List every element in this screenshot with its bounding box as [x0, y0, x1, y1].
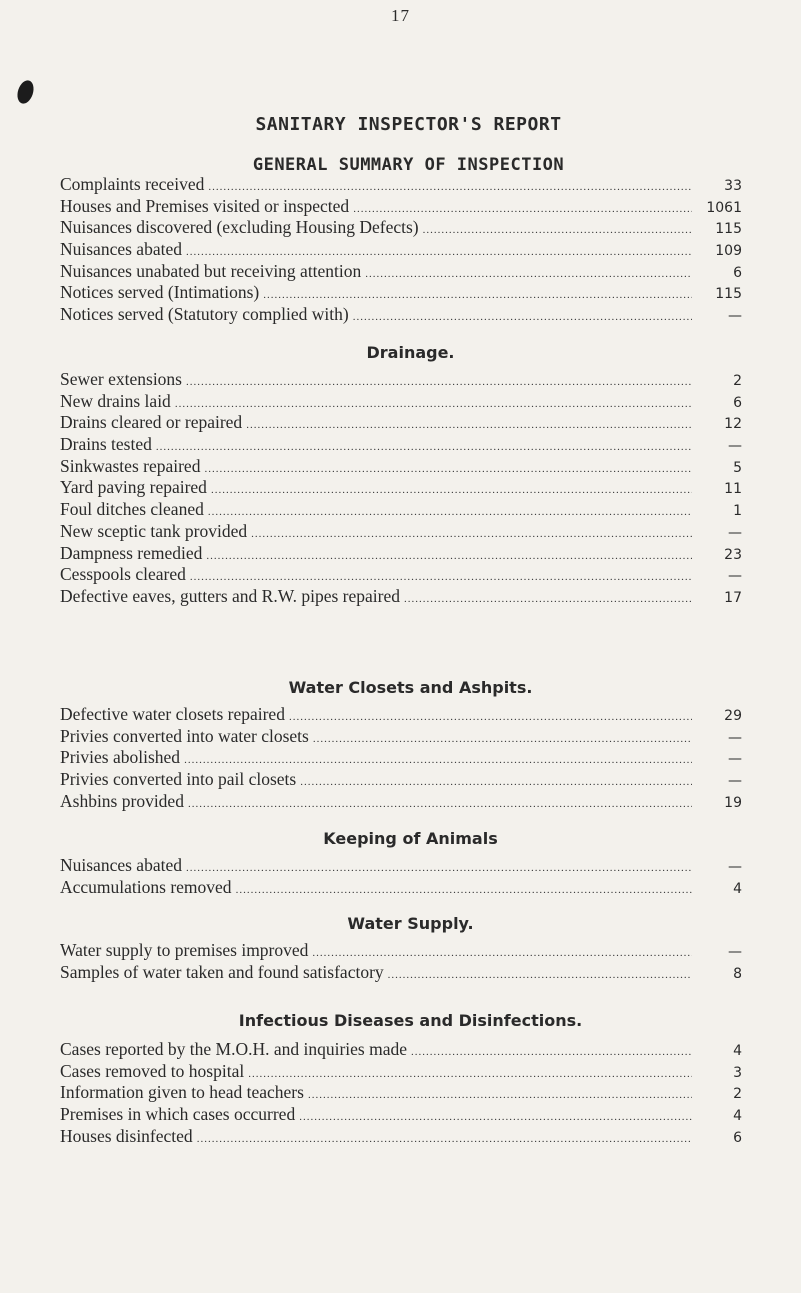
- summary-row: [60, 196, 742, 218]
- row-label: Information given to head teachers: [60, 1082, 304, 1103]
- row-value: 33: [724, 178, 742, 194]
- row-label: Notices served (Intimations): [60, 282, 260, 303]
- dot-leader: [289, 707, 692, 729]
- row-value: 4: [733, 1108, 742, 1125]
- animals-heading: Keeping of Animals: [323, 829, 498, 848]
- row-label: Cesspools cleared: [60, 564, 186, 585]
- row-label: Nuisances unabated but receiving attention: [60, 260, 362, 281]
- row-label: New sceptic tank provided: [60, 520, 248, 541]
- row-label: Defective eaves, gutters and R.W. pipes repaired: [60, 585, 400, 606]
- summary-row: [60, 282, 742, 304]
- summary-row: [60, 704, 742, 726]
- row-value: —: [728, 773, 742, 790]
- summary-row: [60, 1082, 742, 1104]
- row-value: 29: [724, 708, 742, 724]
- row-value: —: [728, 751, 742, 768]
- dot-leader: [404, 589, 692, 611]
- row-value: 4: [733, 880, 742, 897]
- summary-title: GENERAL SUMMARY OF INSPECTION: [252, 155, 565, 175]
- infectious-diseases-heading: Infectious Diseases and Disinfections.: [238, 1011, 583, 1030]
- dot-leader: [423, 220, 692, 242]
- summary-row: [60, 1126, 742, 1148]
- summary-row: [60, 304, 742, 326]
- row-label: Premises in which cases occurred: [60, 1104, 296, 1125]
- dot-leader: [188, 794, 692, 816]
- summary-row: [60, 477, 742, 499]
- dot-leader: [211, 480, 692, 502]
- row-label: Yard paving repaired: [60, 477, 207, 498]
- dot-leader: [186, 372, 692, 394]
- row-label: Nuisances discovered (excluding Housing Defects): [60, 217, 419, 238]
- row-value: —: [728, 568, 742, 585]
- dot-leader: [208, 502, 692, 524]
- row-label: Drains cleared or repaired: [60, 412, 243, 433]
- report-title: SANITARY INSPECTOR'S REPORT: [255, 114, 562, 135]
- drainage-list: [60, 369, 742, 608]
- summary-row: [60, 962, 742, 984]
- water-closets-heading: Water Closets and Ashpits.: [288, 678, 533, 697]
- summary-row: [60, 543, 742, 565]
- row-label: Privies converted into water closets: [60, 725, 309, 746]
- summary-row: [60, 1104, 742, 1126]
- row-value: 115: [715, 221, 742, 238]
- infectious-diseases-list: [60, 1039, 742, 1147]
- row-label: Accumulations removed: [60, 876, 232, 897]
- summary-row: [60, 877, 742, 899]
- row-label: Drains tested: [60, 434, 152, 455]
- summary-row: [60, 261, 742, 283]
- summary-row: [60, 855, 742, 877]
- dot-leader: [206, 546, 692, 568]
- row-label: Defective water closets repaired: [60, 704, 285, 724]
- dot-leader: [246, 415, 692, 437]
- summary-row: [60, 791, 742, 813]
- summary-row: [60, 1039, 742, 1061]
- dot-leader: [186, 858, 692, 880]
- dot-leader: [204, 459, 692, 481]
- row-label: Sewer extensions: [60, 369, 182, 389]
- row-value: 6: [733, 394, 742, 411]
- row-label: Privies converted into pail closets: [60, 769, 297, 790]
- dot-leader: [411, 1042, 692, 1064]
- water-supply-heading: Water Supply.: [347, 914, 474, 933]
- row-value: —: [728, 308, 742, 325]
- summary-row: [60, 412, 742, 434]
- dot-leader: [388, 965, 692, 987]
- row-label: Samples of water taken and found satisfactory: [60, 961, 384, 982]
- row-label: Nuisances abated: [60, 239, 182, 260]
- row-label: Houses and Premises visited or inspected: [60, 195, 350, 216]
- row-value: 3: [733, 1064, 742, 1081]
- summary-row: [60, 499, 742, 521]
- ink-blot: [15, 78, 37, 105]
- row-value: 23: [724, 546, 742, 563]
- summary-row: [60, 391, 742, 413]
- row-label: Houses disinfected: [60, 1125, 193, 1146]
- row-label: Complaints received: [60, 174, 205, 194]
- row-label: New drains laid: [60, 390, 171, 411]
- summary-row: [60, 521, 742, 543]
- summary-row: [60, 726, 742, 748]
- summary-row: [60, 1061, 742, 1083]
- row-value: 2: [733, 373, 742, 389]
- row-value: 12: [724, 416, 742, 433]
- general-summary-list: [60, 174, 742, 326]
- dot-leader: [365, 264, 692, 286]
- row-value: 11: [724, 481, 742, 498]
- dot-leader: [353, 307, 692, 329]
- summary-row: [60, 369, 742, 391]
- summary-row: [60, 239, 742, 261]
- dot-leader: [308, 1085, 692, 1107]
- row-label: Privies abolished: [60, 747, 181, 768]
- page-number: 17: [391, 6, 410, 25]
- row-label: Dampness remedied: [60, 542, 203, 563]
- dot-leader: [313, 729, 692, 751]
- row-label: Sinkwastes repaired: [60, 455, 201, 476]
- row-value: —: [728, 524, 742, 541]
- dot-leader: [197, 1129, 692, 1151]
- row-value: 19: [724, 794, 742, 811]
- row-value: —: [728, 944, 742, 960]
- row-value: 6: [733, 264, 742, 281]
- row-label: Cases removed to hospital: [60, 1060, 245, 1081]
- row-value: 2: [733, 1086, 742, 1103]
- row-value: —: [728, 438, 742, 455]
- dot-leader: [299, 1107, 692, 1129]
- row-value: 6: [733, 1129, 742, 1146]
- row-label: Cases reported by the M.O.H. and inquiries made: [60, 1039, 408, 1059]
- row-label: Notices served (Statutory complied with): [60, 304, 349, 325]
- row-value: 1: [733, 503, 742, 520]
- dot-leader: [236, 880, 692, 902]
- animals-list: [60, 855, 742, 898]
- row-label: Nuisances abated: [60, 855, 182, 875]
- summary-row: [60, 747, 742, 769]
- dot-leader: [156, 437, 692, 459]
- row-value: 109: [715, 243, 742, 260]
- row-value: 5: [733, 459, 742, 476]
- row-label: Ashbins provided: [60, 790, 184, 811]
- row-value: —: [728, 729, 742, 746]
- drainage-heading: Drainage.: [366, 343, 455, 362]
- row-label: Foul ditches cleaned: [60, 499, 204, 520]
- water-closets-list: [60, 704, 742, 812]
- summary-row: [60, 940, 742, 962]
- row-value: —: [728, 859, 742, 875]
- row-value: 17: [724, 589, 742, 606]
- summary-row: [60, 434, 742, 456]
- summary-row: [60, 217, 742, 239]
- row-label: Water supply to premises improved: [60, 940, 309, 960]
- summary-row: [60, 174, 742, 196]
- summary-row: [60, 586, 742, 608]
- summary-row: [60, 564, 742, 586]
- row-value: 1061: [706, 199, 742, 216]
- dot-leader: [251, 524, 692, 546]
- row-value: 4: [733, 1043, 742, 1059]
- water-supply-list: [60, 940, 742, 983]
- summary-row: [60, 456, 742, 478]
- dot-leader: [248, 1064, 692, 1086]
- summary-row: [60, 769, 742, 791]
- row-value: 8: [733, 965, 742, 982]
- dot-leader: [175, 394, 692, 416]
- dot-leader: [300, 772, 692, 794]
- row-value: 115: [715, 286, 742, 303]
